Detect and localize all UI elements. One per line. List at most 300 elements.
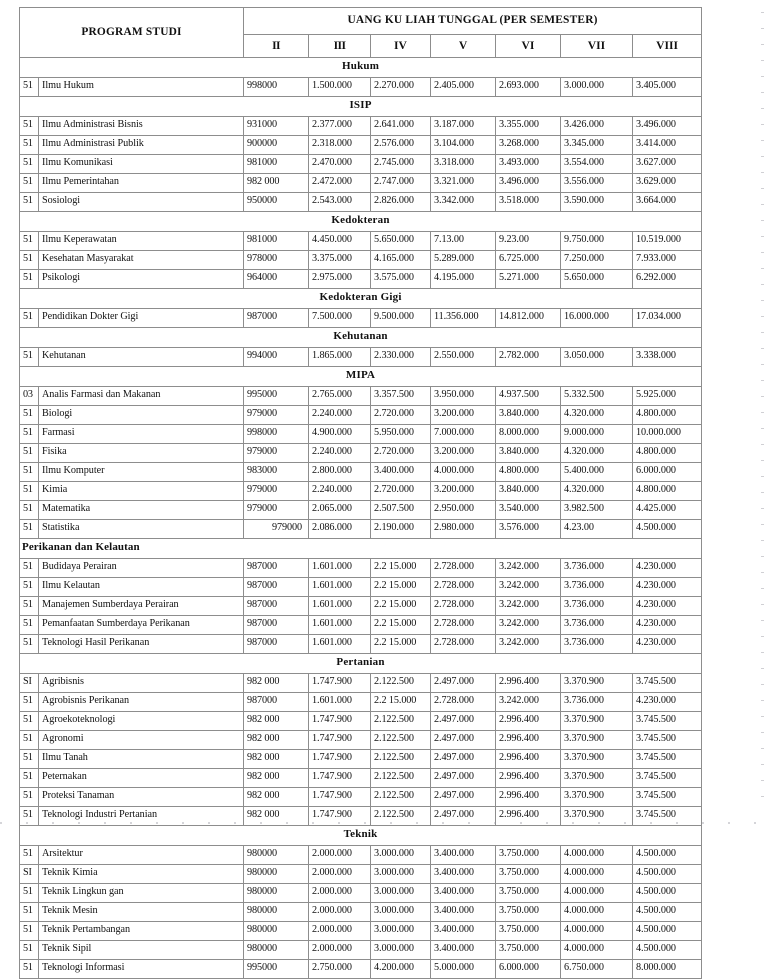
table-row: [20, 232, 702, 251]
fee-cell-semester-5: 2.728.000: [431, 616, 496, 635]
table-row: [20, 922, 702, 941]
fee-cell-semester-6: 3.750.000: [496, 903, 561, 922]
program-code-cell: 51: [20, 884, 39, 903]
fee-cell-semester-3: 2.086.000: [309, 520, 371, 539]
fee-cell-semester-7: 3.370.900: [561, 712, 633, 731]
program-name-cell: Teknik Mesin: [39, 903, 244, 922]
fee-cell-semester-8: 3.745.500: [633, 750, 702, 769]
fee-cell-semester-7: 3.590.000: [561, 193, 633, 212]
fee-cell-semester-4: 3.357.500: [371, 387, 431, 406]
fee-cell-semester-8: 4.230.000: [633, 616, 702, 635]
fee-cell-semester-5: 2.728.000: [431, 635, 496, 654]
fee-cell-semester-4: 4.165.000: [371, 251, 431, 270]
fee-cell-semester-6: 3.242.000: [496, 616, 561, 635]
table-row: [20, 865, 702, 884]
program-code-cell: 51: [20, 463, 39, 482]
faculty-section-label: MIPA: [20, 367, 702, 387]
program-code-cell: 51: [20, 922, 39, 941]
fee-cell-semester-4: 2.122.500: [371, 788, 431, 807]
fee-cell-semester-3: 2.000.000: [309, 903, 371, 922]
fee-cell-semester-2: 987000: [244, 559, 309, 578]
fee-cell-semester-3: 1.500.000: [309, 78, 371, 97]
fee-cell-semester-2: 998000: [244, 425, 309, 444]
fee-cell-semester-5: 2.728.000: [431, 597, 496, 616]
fee-cell-semester-3: 1.747.900: [309, 674, 371, 693]
fee-cell-semester-6: 2.782.000: [496, 348, 561, 367]
program-name-cell: Kesehatan Masyarakat: [39, 251, 244, 270]
fee-cell-semester-8: 3.627.000: [633, 155, 702, 174]
fee-cell-semester-8: 4.800.000: [633, 482, 702, 501]
fee-cell-semester-7: 3.050.000: [561, 348, 633, 367]
fee-cell-semester-4: 3.575.000: [371, 270, 431, 289]
faculty-section-label: Kedokteran Gigi: [20, 289, 702, 309]
fee-cell-semester-8: 4.230.000: [633, 635, 702, 654]
fee-cell-semester-6: 3.750.000: [496, 922, 561, 941]
program-code-cell: 51: [20, 559, 39, 578]
fee-cell-semester-8: 4.800.000: [633, 444, 702, 463]
fee-cell-semester-6: 3.750.000: [496, 865, 561, 884]
fee-cell-semester-3: 2.318.000: [309, 136, 371, 155]
fee-cell-semester-3: 1.747.900: [309, 788, 371, 807]
fee-cell-semester-5: 7.000.000: [431, 425, 496, 444]
table-row: [20, 270, 702, 289]
fee-cell-semester-7: 7.250.000: [561, 251, 633, 270]
fee-cell-semester-2: 981000: [244, 232, 309, 251]
fee-cell-semester-6: 6.000.000: [496, 960, 561, 979]
program-name-cell: Ilmu Pemerintahan: [39, 174, 244, 193]
program-name-cell: Ilmu Komunikasi: [39, 155, 244, 174]
fee-cell-semester-5: 5.289.000: [431, 251, 496, 270]
tuition-fee-table: [19, 7, 702, 979]
fee-cell-semester-8: 3.414.000: [633, 136, 702, 155]
fee-cell-semester-5: 2.497.000: [431, 731, 496, 750]
program-name-cell: Ilmu Administrasi Publik: [39, 136, 244, 155]
fee-cell-semester-6: 3.242.000: [496, 559, 561, 578]
program-name-cell: Pemanfaatan Sumberdaya Perikanan: [39, 616, 244, 635]
table-row: [20, 960, 702, 979]
program-name-cell: Teknik Kimia: [39, 865, 244, 884]
fee-cell-semester-4: 2.745.000: [371, 155, 431, 174]
fee-cell-semester-4: 5.950.000: [371, 425, 431, 444]
fee-cell-semester-4: 2.826.000: [371, 193, 431, 212]
faculty-section-label: Teknik: [20, 826, 702, 846]
program-name-cell: Manajemen Sumberdaya Perairan: [39, 597, 244, 616]
fee-cell-semester-6: 2.996.400: [496, 788, 561, 807]
fee-cell-semester-6: 6.725.000: [496, 251, 561, 270]
fee-cell-semester-2: 998000: [244, 78, 309, 97]
program-name-cell: Pendidikan Dokter Gigi: [39, 309, 244, 328]
program-code-cell: SI: [20, 674, 39, 693]
table-row: [20, 731, 702, 750]
program-code-cell: 51: [20, 117, 39, 136]
fee-cell-semester-8: 4.500.000: [633, 922, 702, 941]
table-row: [20, 903, 702, 922]
program-name-cell: Fisika: [39, 444, 244, 463]
program-code-cell: 51: [20, 155, 39, 174]
table-row: [20, 674, 702, 693]
header-semester-iv: IV: [371, 35, 431, 58]
fee-cell-semester-2: 980000: [244, 846, 309, 865]
fee-cell-semester-6: 3.242.000: [496, 693, 561, 712]
program-name-cell: Peternakan: [39, 769, 244, 788]
table-header: [20, 8, 702, 58]
fee-cell-semester-8: 3.338.000: [633, 348, 702, 367]
fee-cell-semester-4: 2.507.500: [371, 501, 431, 520]
fee-cell-semester-3: 4.900.000: [309, 425, 371, 444]
fee-cell-semester-4: 4.200.000: [371, 960, 431, 979]
table-row: [20, 174, 702, 193]
fee-cell-semester-5: 3.400.000: [431, 846, 496, 865]
fee-cell-semester-5: 3.318.000: [431, 155, 496, 174]
program-name-cell: Teknik Sipil: [39, 941, 244, 960]
fee-cell-semester-5: 2.405.000: [431, 78, 496, 97]
fee-cell-semester-5: 2.728.000: [431, 693, 496, 712]
fee-cell-semester-7: 4.320.000: [561, 444, 633, 463]
fee-cell-semester-4: 3.000.000: [371, 922, 431, 941]
fee-cell-semester-4: 2.270.000: [371, 78, 431, 97]
fee-cell-semester-7: 4.320.000: [561, 482, 633, 501]
table-row: [20, 251, 702, 270]
fee-cell-semester-8: 4.500.000: [633, 903, 702, 922]
fee-cell-semester-5: 2.497.000: [431, 712, 496, 731]
fee-cell-semester-4: 2.2 15.000: [371, 635, 431, 654]
table-row: [20, 712, 702, 731]
table-row: [20, 463, 702, 482]
table-row: [20, 520, 702, 539]
header-semester-iii: III: [309, 35, 371, 58]
fee-cell-semester-3: 2.065.000: [309, 501, 371, 520]
table-row: [20, 444, 702, 463]
fee-cell-semester-7: 9.750.000: [561, 232, 633, 251]
fee-cell-semester-7: 6.750.000: [561, 960, 633, 979]
fee-cell-semester-2: 979000: [244, 501, 309, 520]
faculty-section-label: ISIP: [20, 97, 702, 117]
program-code-cell: 51: [20, 232, 39, 251]
fee-cell-semester-7: 3.426.000: [561, 117, 633, 136]
fee-cell-semester-7: 3.370.900: [561, 731, 633, 750]
faculty-section-row: [20, 826, 702, 846]
fee-cell-semester-5: 3.400.000: [431, 903, 496, 922]
fee-cell-semester-3: 1.747.900: [309, 807, 371, 826]
table-row: [20, 846, 702, 865]
program-name-cell: Farmasi: [39, 425, 244, 444]
fee-cell-semester-8: 4.230.000: [633, 578, 702, 597]
fee-cell-semester-8: 4.500.000: [633, 520, 702, 539]
program-code-cell: 51: [20, 750, 39, 769]
program-name-cell: Ilmu Tanah: [39, 750, 244, 769]
fee-cell-semester-7: 3.370.900: [561, 807, 633, 826]
program-code-cell: 03: [20, 387, 39, 406]
program-code-cell: 51: [20, 635, 39, 654]
fee-cell-semester-3: 2.543.000: [309, 193, 371, 212]
faculty-section-label: Kedokteran: [20, 212, 702, 232]
fee-cell-semester-7: 3.736.000: [561, 635, 633, 654]
fee-cell-semester-8: 4.425.000: [633, 501, 702, 520]
fee-cell-semester-7: 4.320.000: [561, 406, 633, 425]
program-name-cell: Agroekoteknologi: [39, 712, 244, 731]
program-code-cell: 51: [20, 693, 39, 712]
program-name-cell: Ilmu Administrasi Bisnis: [39, 117, 244, 136]
fee-cell-semester-3: 1.601.000: [309, 693, 371, 712]
fee-cell-semester-3: 1.601.000: [309, 578, 371, 597]
fee-cell-semester-5: 5.000.000: [431, 960, 496, 979]
fee-cell-semester-8: 4.500.000: [633, 846, 702, 865]
fee-cell-semester-4: 2.2 15.000: [371, 597, 431, 616]
fee-cell-semester-6: 5.271.000: [496, 270, 561, 289]
fee-cell-semester-2: 982 000: [244, 731, 309, 750]
program-name-cell: Matematika: [39, 501, 244, 520]
table-row: [20, 406, 702, 425]
program-name-cell: Ilmu Hukum: [39, 78, 244, 97]
program-code-cell: 51: [20, 769, 39, 788]
fee-cell-semester-6: 8.000.000: [496, 425, 561, 444]
fee-cell-semester-2: 987000: [244, 309, 309, 328]
table-row: [20, 155, 702, 174]
fee-cell-semester-6: 3.518.000: [496, 193, 561, 212]
fee-cell-semester-3: 1.747.900: [309, 769, 371, 788]
fee-cell-semester-6: 3.242.000: [496, 578, 561, 597]
fee-cell-semester-6: 2.996.400: [496, 731, 561, 750]
fee-cell-semester-6: 3.840.000: [496, 444, 561, 463]
fee-cell-semester-2: 994000: [244, 348, 309, 367]
header-semester-vii: VII: [561, 35, 633, 58]
fee-cell-semester-5: 3.400.000: [431, 941, 496, 960]
fee-cell-semester-8: 6.000.000: [633, 463, 702, 482]
fee-cell-semester-6: 14.812.000: [496, 309, 561, 328]
fee-cell-semester-5: 3.200.000: [431, 482, 496, 501]
fee-cell-semester-5: 2.980.000: [431, 520, 496, 539]
program-code-cell: 51: [20, 251, 39, 270]
table-row: [20, 193, 702, 212]
fee-cell-semester-6: 3.750.000: [496, 941, 561, 960]
fee-cell-semester-4: 2.2 15.000: [371, 693, 431, 712]
fee-cell-semester-4: 2.747.000: [371, 174, 431, 193]
fee-cell-semester-4: 2.2 15.000: [371, 559, 431, 578]
fee-cell-semester-2: 982 000: [244, 750, 309, 769]
scan-speckle-right: [761, 12, 764, 812]
fee-cell-semester-5: 2.497.000: [431, 769, 496, 788]
fee-cell-semester-5: 4.000.000: [431, 463, 496, 482]
fee-cell-semester-2: 987000: [244, 578, 309, 597]
fee-cell-semester-2: 980000: [244, 903, 309, 922]
program-name-cell: Agribisnis: [39, 674, 244, 693]
fee-cell-semester-8: 3.745.500: [633, 712, 702, 731]
fee-cell-semester-3: 1.747.900: [309, 750, 371, 769]
table-row: [20, 559, 702, 578]
program-name-cell: Agronomi: [39, 731, 244, 750]
program-code-cell: 51: [20, 807, 39, 826]
fee-cell-semester-4: 3.000.000: [371, 903, 431, 922]
fee-cell-semester-5: 3.200.000: [431, 444, 496, 463]
fee-cell-semester-4: 2.122.500: [371, 712, 431, 731]
fee-cell-semester-3: 2.765.000: [309, 387, 371, 406]
fee-cell-semester-7: 3.736.000: [561, 616, 633, 635]
faculty-section-label: Kehutanan: [20, 328, 702, 348]
fee-cell-semester-4: 3.000.000: [371, 846, 431, 865]
fee-cell-semester-5: 3.200.000: [431, 406, 496, 425]
program-code-cell: 51: [20, 309, 39, 328]
fee-cell-semester-3: 1.865.000: [309, 348, 371, 367]
fee-cell-semester-4: 3.000.000: [371, 865, 431, 884]
fee-cell-semester-7: 3.556.000: [561, 174, 633, 193]
fee-cell-semester-6: 2.996.400: [496, 712, 561, 731]
header-semester-ii: II: [244, 35, 309, 58]
fee-cell-semester-8: 5.925.000: [633, 387, 702, 406]
fee-cell-semester-7: 4.000.000: [561, 941, 633, 960]
fee-cell-semester-3: 2.000.000: [309, 865, 371, 884]
program-code-cell: 51: [20, 482, 39, 501]
fee-cell-semester-4: 2.2 15.000: [371, 616, 431, 635]
table-row: [20, 788, 702, 807]
fee-cell-semester-8: 3.405.000: [633, 78, 702, 97]
fee-cell-semester-5: 2.497.000: [431, 674, 496, 693]
fee-cell-semester-7: 5.400.000: [561, 463, 633, 482]
fee-cell-semester-3: 1.747.900: [309, 712, 371, 731]
fee-cell-semester-7: 9.000.000: [561, 425, 633, 444]
table-row: [20, 597, 702, 616]
table-row: [20, 501, 702, 520]
fee-cell-semester-7: 5.332.500: [561, 387, 633, 406]
fee-cell-semester-8: 4.230.000: [633, 597, 702, 616]
fee-cell-semester-7: 4.000.000: [561, 884, 633, 903]
fee-cell-semester-7: 4.000.000: [561, 903, 633, 922]
fee-cell-semester-7: 4.23.00: [561, 520, 633, 539]
program-code-cell: 51: [20, 846, 39, 865]
fee-cell-semester-6: 2.996.400: [496, 674, 561, 693]
faculty-section-row: [20, 539, 702, 559]
program-code-cell: SI: [20, 865, 39, 884]
fee-cell-semester-4: 2.122.500: [371, 674, 431, 693]
program-name-cell: Sosiologi: [39, 193, 244, 212]
program-name-cell: Agrobisnis Perikanan: [39, 693, 244, 712]
program-name-cell: Teknik Pertambangan: [39, 922, 244, 941]
fee-cell-semester-4: 5.650.000: [371, 232, 431, 251]
fee-cell-semester-3: 2.000.000: [309, 941, 371, 960]
fee-cell-semester-4: 2.190.000: [371, 520, 431, 539]
fee-cell-semester-4: 2.122.500: [371, 731, 431, 750]
table-row: [20, 387, 702, 406]
fee-cell-semester-6: 2.693.000: [496, 78, 561, 97]
fee-cell-semester-6: 3.540.000: [496, 501, 561, 520]
fee-cell-semester-7: 3.736.000: [561, 693, 633, 712]
fee-cell-semester-2: 979000: [244, 482, 309, 501]
fee-cell-semester-3: 2.472.000: [309, 174, 371, 193]
faculty-section-row: [20, 328, 702, 348]
faculty-section-label: Hukum: [20, 58, 702, 78]
fee-cell-semester-8: 10.000.000: [633, 425, 702, 444]
fee-cell-semester-4: 3.400.000: [371, 463, 431, 482]
table-row: [20, 616, 702, 635]
program-name-cell: Ilmu Komputer: [39, 463, 244, 482]
table-row: [20, 884, 702, 903]
fee-cell-semester-3: 2.750.000: [309, 960, 371, 979]
program-code-cell: 51: [20, 444, 39, 463]
program-code-cell: 51: [20, 960, 39, 979]
program-code-cell: 51: [20, 712, 39, 731]
fee-cell-semester-4: 2.122.500: [371, 750, 431, 769]
program-name-cell: Analis Farmasi dan Makanan: [39, 387, 244, 406]
program-name-cell: Arsitektur: [39, 846, 244, 865]
fee-cell-semester-6: 3.840.000: [496, 406, 561, 425]
fee-cell-semester-3: 2.000.000: [309, 922, 371, 941]
fee-cell-semester-6: 2.996.400: [496, 769, 561, 788]
fee-cell-semester-7: 3.370.900: [561, 750, 633, 769]
fee-cell-semester-3: 1.601.000: [309, 635, 371, 654]
fee-cell-semester-5: 3.950.000: [431, 387, 496, 406]
fee-cell-semester-3: 2.000.000: [309, 846, 371, 865]
fee-cell-semester-8: 8.000.000: [633, 960, 702, 979]
fee-cell-semester-3: 1.601.000: [309, 597, 371, 616]
fee-cell-semester-2: 987000: [244, 616, 309, 635]
faculty-section-row: [20, 654, 702, 674]
fee-cell-semester-2: 979000: [244, 520, 309, 539]
program-code-cell: 51: [20, 406, 39, 425]
fee-cell-semester-8: 4.800.000: [633, 406, 702, 425]
fee-cell-semester-8: 4.500.000: [633, 941, 702, 960]
fee-cell-semester-5: 3.400.000: [431, 884, 496, 903]
fee-cell-semester-5: 2.497.000: [431, 807, 496, 826]
fee-cell-semester-4: 9.500.000: [371, 309, 431, 328]
fee-cell-semester-4: 3.000.000: [371, 884, 431, 903]
fee-cell-semester-4: 2.122.500: [371, 807, 431, 826]
fee-cell-semester-2: 980000: [244, 865, 309, 884]
fee-cell-semester-7: 4.000.000: [561, 922, 633, 941]
fee-cell-semester-2: 987000: [244, 635, 309, 654]
program-name-cell: Biologi: [39, 406, 244, 425]
fee-cell-semester-8: 4.230.000: [633, 559, 702, 578]
fee-cell-semester-7: 3.554.000: [561, 155, 633, 174]
fee-cell-semester-8: 3.745.500: [633, 731, 702, 750]
fee-cell-semester-5: 2.550.000: [431, 348, 496, 367]
fee-cell-semester-2: 987000: [244, 693, 309, 712]
fee-cell-semester-3: 4.450.000: [309, 232, 371, 251]
fee-cell-semester-4: 2.720.000: [371, 406, 431, 425]
program-name-cell: Teknologi Hasil Perikanan: [39, 635, 244, 654]
fee-cell-semester-2: 982 000: [244, 712, 309, 731]
fee-cell-semester-2: 979000: [244, 444, 309, 463]
fee-cell-semester-5: 3.400.000: [431, 922, 496, 941]
table-row: [20, 578, 702, 597]
fee-cell-semester-3: 2.240.000: [309, 482, 371, 501]
fee-cell-semester-3: 3.375.000: [309, 251, 371, 270]
fee-cell-semester-6: 3.840.000: [496, 482, 561, 501]
fee-cell-semester-7: 3.736.000: [561, 578, 633, 597]
fee-cell-semester-6: 3.576.000: [496, 520, 561, 539]
fee-cell-semester-7: 3.000.000: [561, 78, 633, 97]
fee-cell-semester-4: 2.641.000: [371, 117, 431, 136]
fee-cell-semester-8: 3.496.000: [633, 117, 702, 136]
fee-cell-semester-5: 11.356.000: [431, 309, 496, 328]
fee-cell-semester-8: 4.500.000: [633, 884, 702, 903]
fee-cell-semester-6: 3.750.000: [496, 846, 561, 865]
table-row: [20, 309, 702, 328]
fee-cell-semester-3: 7.500.000: [309, 309, 371, 328]
fee-cell-semester-7: 5.650.000: [561, 270, 633, 289]
fee-cell-semester-8: 3.745.500: [633, 807, 702, 826]
fee-cell-semester-5: 3.187.000: [431, 117, 496, 136]
table-body: [20, 58, 702, 979]
fee-cell-semester-5: 3.104.000: [431, 136, 496, 155]
fee-cell-semester-6: 3.268.000: [496, 136, 561, 155]
program-code-cell: 51: [20, 788, 39, 807]
fee-cell-semester-5: 2.497.000: [431, 788, 496, 807]
header-semester-viii: VIII: [633, 35, 702, 58]
faculty-section-row: [20, 212, 702, 232]
program-code-cell: 51: [20, 136, 39, 155]
fee-cell-semester-2: 931000: [244, 117, 309, 136]
fee-cell-semester-4: 2.2 15.000: [371, 578, 431, 597]
fee-cell-semester-2: 979000: [244, 406, 309, 425]
